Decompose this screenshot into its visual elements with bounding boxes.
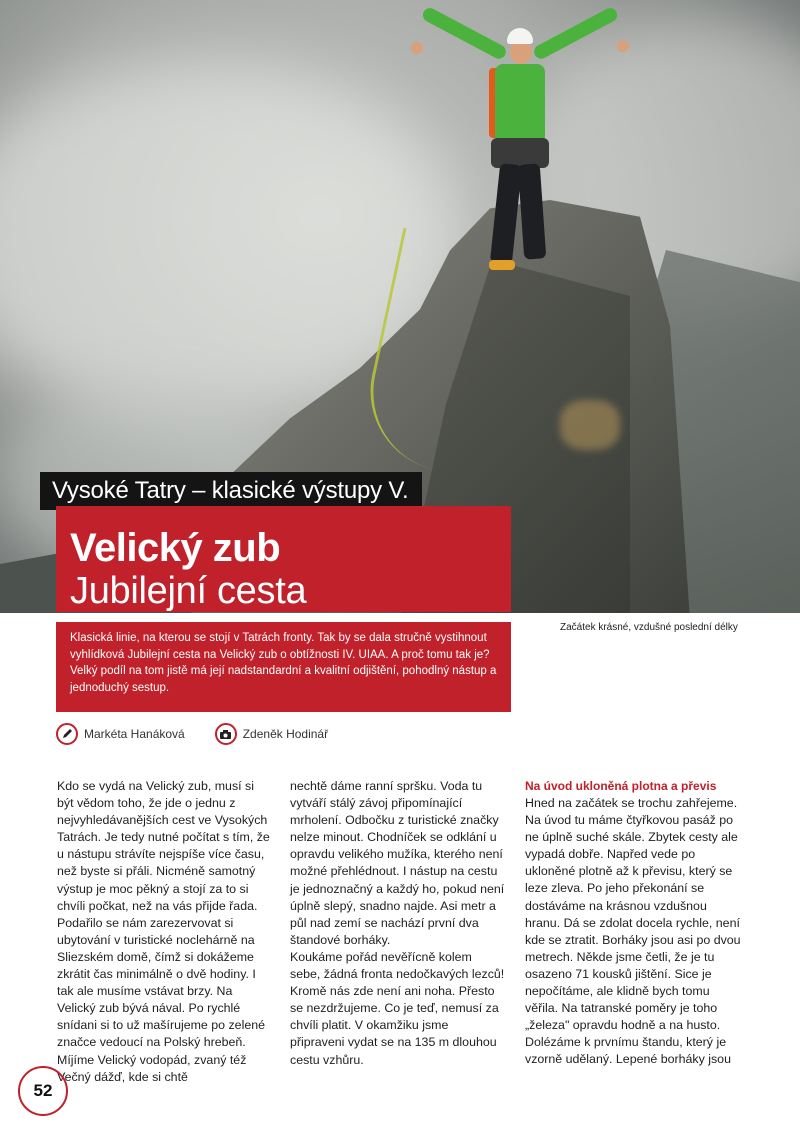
climber-helmet xyxy=(507,28,533,44)
author-name: Markéta Hanáková xyxy=(84,727,185,741)
body-paragraph: Kdo se vydá na Velický zub, musí si být vědom toho, že jde o jednu z nejvyhledávanějších cest ve Vysokých Tatrách. Je tedy nutné počítat s tím, že u nástupu strávíte nejspíše více času, než byste si přáli. Nicméně samotný výstup je moc pěkný a stojí za to si chvíli počkat, než na vás přijde řada. Podařilo se nám zarezervovat si ubytování v turistické noclehárně na Sliezském domě, čímž si dokážeme zkrátit čas minimálně o dvě hodiny. I tak ale musíme vstávat brzy. Na Velický zub bývá nával. Po rychlé snídani si to už mašírujeme po zelené značce vedoucí na Polský hrebeň. Míjíme Velický vodopád, zvaný též Večný dážď, kde si chtě xyxy=(57,779,270,1084)
climber-torso xyxy=(495,64,545,144)
body-paragraph: Koukáme pořád nevěřícně kolem sebe, žádná fronta nedočkavých lezců! Kromě nás zde není ani noha. Přesto se nezdržujeme. Co je teď, nemusí za chvíli platit. V okamžiku jsme připraveni vydat se na 135 m dlouhou cestu vzhůru. xyxy=(290,949,505,1067)
series-label: Vysoké Tatry – klasické výstupy V. xyxy=(40,472,422,510)
lead-paragraph: Klasická linie, na kterou se stojí v Tatrách fronty. Tak by se dala stručně vystihnout vyhlídková Jubilejní cesta na Velický zub o obtížnosti IV. UIAA. A proč tomu tak je? Velký podíl na tom jistě má její nadstandardní a kvalitní odjištění, pohodlný nástup a jednoduchý sestup. xyxy=(70,632,497,694)
title-box xyxy=(56,506,511,612)
pen-icon xyxy=(56,723,78,745)
climber-leg xyxy=(490,163,522,265)
lead-box xyxy=(56,622,511,712)
climber-figure xyxy=(405,28,635,278)
photo-caption: Začátek krásné, vzdušné poslední délky xyxy=(560,622,738,633)
climber-hand xyxy=(617,40,629,52)
credits xyxy=(56,720,358,748)
page-number: 52 xyxy=(18,1066,68,1116)
text-column-2 xyxy=(290,778,505,1069)
page-subtitle: Jubilejní cesta xyxy=(70,570,307,612)
section-heading: Na úvod ukloněná plotna a převis xyxy=(525,779,717,793)
climber-harness xyxy=(491,138,549,168)
camera-icon xyxy=(215,723,237,745)
text-column-3 xyxy=(525,778,745,1069)
climber-arm xyxy=(420,6,508,62)
page-title: Velický zub xyxy=(70,526,281,570)
rock-lichen xyxy=(560,400,620,450)
climber-hand xyxy=(411,42,423,54)
climber-arm xyxy=(532,6,620,62)
pen-icon-glyph xyxy=(61,728,73,740)
climber-leg xyxy=(518,163,547,259)
camera-icon-glyph xyxy=(219,729,232,740)
body-paragraph: nechtě dáme ranní spršku. Voda tu vytváří stálý závoj připomínající mrholení. Odbočku z turistické značky nelze minout. Chodníček se odklání u opravdu velikého mužíka, kterého není možné přehlédnout. I nástup na cestu je jednoznačný a každý ho, pokud není úplně slepý, snadno najde. Asi metr a půl nad zemí se nachází první dva štandové borháky. xyxy=(290,779,505,947)
photographer-name: Zdeněk Hodinář xyxy=(242,727,329,741)
climber-shoe xyxy=(489,260,515,270)
text-column-1 xyxy=(57,778,272,1086)
body-paragraph: Hned na začátek se trochu zahřejeme. Na úvod tu máme čtyřkovou pasáž po ne úplně suché skále. Zbytek cesty ale vypadá dobře. Napřed vede po ukloněné plotně až k převisu, který se leze zleva. Po jeho překonání se dostáváme na krásnou vzdušnou hranu. Dá se zdolat docela rychle, není kde se ztratit. Borháky jsou asi po dvou metrech. Někde jsme četli, že je tu osazeno 71 kousků jištění. Sice je nepočítáme, ale klidně bych tomu věřila. Na tatranské poměry je toho „železa" opravdu hodně a na husto. Dolézáme k prvnímu štandu, který je vzorně udělaný. Lepené borháky jsou xyxy=(525,796,741,1067)
